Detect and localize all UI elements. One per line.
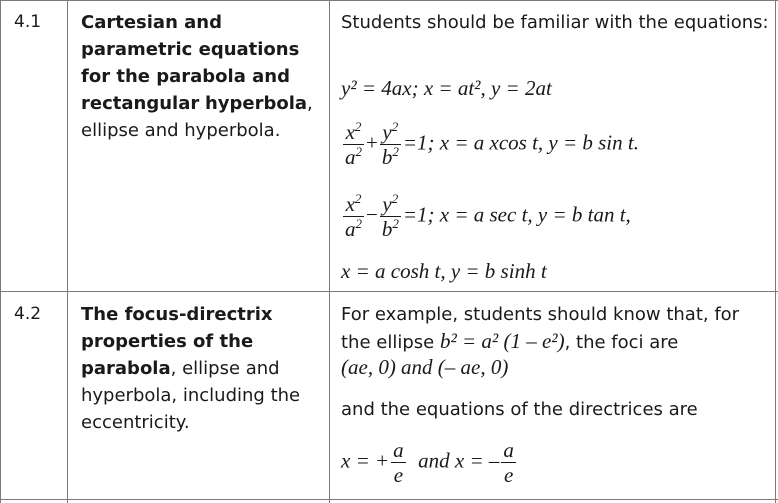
table-border-right [775,0,776,503]
directrix-equations: x = + $\frac{a}{e}$ and x = – $\frac{a}{e}$ [341,438,514,487]
foci-coordinates: (ae, 0) and (– ae, 0) [341,355,509,379]
topic-title-emphasis: hyperbola [204,93,308,114]
topic-cell [81,9,321,144]
description-intro: Students should be familiar with the equations: [341,12,769,33]
table-border-top [0,0,778,1]
example-line-1: For example, students should know that, for [341,304,740,325]
row-divider [0,291,778,292]
topic-text: , ellipse and hyperbola, including the eccentricity. [81,358,301,433]
row-divider-bottom [0,499,778,500]
equation-hyperbola: $\frac{x^2}{a^2}$ − $\frac{y^2}{b^2}$ =1; x = a sec t, y = b tan t, [345,191,631,241]
equation-parabola: y² = 4ax; x = at², y = 2at [341,76,552,100]
column-divider-2 [329,0,330,503]
column-divider-1 [67,0,68,503]
directrices-intro: and the equations of the directrices are [341,399,698,420]
topic-cell [81,301,321,436]
topic-title: Cartesian and parametric equations for the parabola and rectangular [81,12,300,114]
row-number: 4.2 [14,304,42,324]
topic-text: , ellipse and hyperbola. [81,93,313,141]
example-line-2: the ellipse b² = a² (1 – e²), the foci are [341,329,679,353]
table-border-left [0,0,1,503]
topic-title-emphasis: parabola [81,358,171,379]
equation-rectangular-hyperbola: x = a cosh t, y = b sinh t [341,259,547,283]
topic-title: The focus-directrix properties of the [81,304,273,352]
equation-ellipse: $\frac{x^2}{a^2}$ + $\frac{y^2}{b^2}$ =1; x = a xcos t, y = b sin t. [345,119,639,169]
ellipse-relation: b² = a² (1 – e²) [439,329,565,353]
description-cell [341,9,771,36]
row-number: 4.1 [14,12,42,32]
